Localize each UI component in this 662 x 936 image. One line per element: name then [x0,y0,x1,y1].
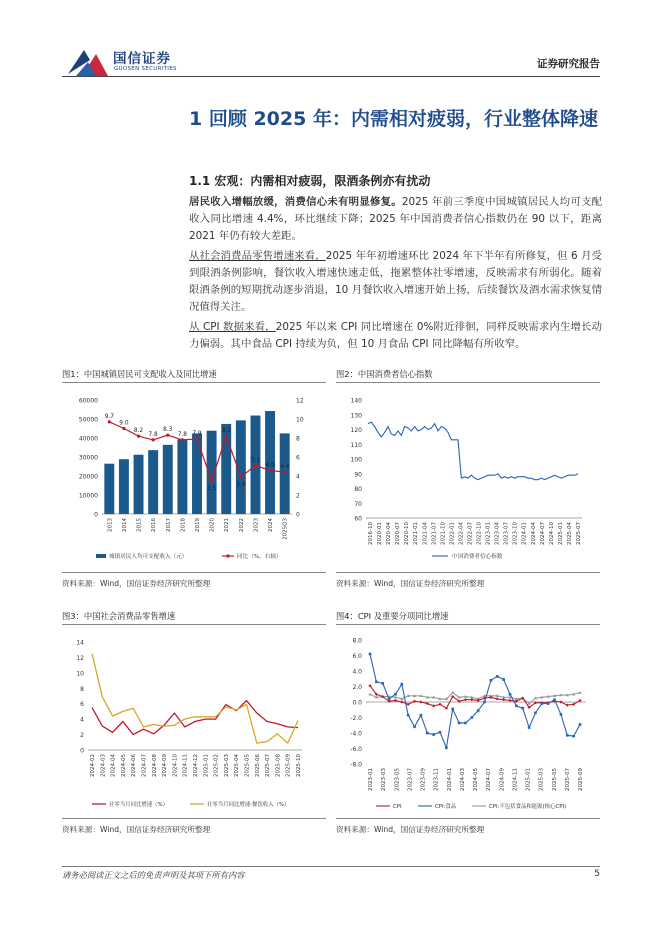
fig4-y-tick: -6.0 [350,746,362,753]
fig2-y-tick: 60 [354,515,362,523]
fig2-y-tick: 80 [354,486,362,493]
fig1-data-label: 7.9 [192,430,202,437]
fig1-data-label: 4.6 [265,462,275,469]
fig2-x-tick: 2020-01 [377,522,384,545]
fig4-food-cpi-marker [458,722,461,725]
fig1-growth-point [239,475,242,478]
fig1-y-right-tick: 8 [296,435,300,443]
fig1-growth-point [152,438,155,441]
fig1-growth-point [137,435,140,438]
fig3-x-tick: 2024-07 [141,754,148,777]
fig4-y-tick: -4.0 [350,730,362,738]
figure1-source: 资料来源：Wind，国信证券经济研究所整理 [62,579,211,588]
fig4-food-cpi-marker [509,693,512,696]
fig4-food-cpi-marker [490,679,493,682]
figure3-title: 图3：中国社会消费品零售增速 [62,611,176,621]
fig3-y-tick: 0 [80,747,84,755]
fig2-x-tick: 2022-01 [449,522,456,545]
figure3-chart [62,628,326,816]
fig1-bar [148,450,158,514]
fig2-x-tick: 2022-04 [458,522,465,545]
fig1-data-label: 7.8 [148,431,158,438]
fig2-x-tick: 2025-04 [566,522,573,545]
fig2-y-tick: 140 [350,397,362,405]
fig4-x-tick: 2025-01 [525,768,532,791]
fig1-y-left-tick: 40000 [78,435,98,443]
fig4-x-tick: 2023-03 [381,768,388,791]
fig2-x-tick: 2020-04 [386,522,393,545]
fig1-y-left-tick: 50000 [78,416,98,424]
fig2-x-tick: 2023-07 [503,522,510,545]
figure4-title: 图4：CPI 及重要分项同比增速 [336,611,449,621]
figure2-chart [336,386,600,566]
fig4-food-cpi-marker [528,726,531,729]
report-type-label: 证券研究报告 [537,58,600,70]
fig2-x-tick: 2023-04 [494,522,501,545]
fig1-x-tick: 2017 [165,518,172,532]
fig1-growth-point [122,427,125,430]
fig4-y-tick: -2.0 [350,715,362,722]
fig2-x-tick: 2020-10 [404,522,411,545]
fig4-food-cpi-marker [369,653,372,656]
fig1-bar [192,434,202,514]
fig4-food-cpi-marker [432,733,435,736]
fig3-x-tick: 2025-10 [296,754,302,777]
fig3-x-tick: 2025-09 [285,754,292,777]
fig4-x-tick: 2023-05 [394,768,401,791]
fig1-x-tick: 2025Q3 [282,518,289,540]
figure1-top-rule [62,382,326,383]
fig2-y-tick: 130 [350,412,362,420]
fig4-cpi-marker [470,698,473,701]
fig1-data-label: 5.1 [250,457,261,464]
fig3-x-tick: 2024-03 [100,754,107,777]
fig3-y-tick: 2 [80,732,84,740]
fig3-x-tick: 2025-07 [265,754,272,777]
paragraph-income [189,194,602,245]
fig2-legend-label: 中国消费者信心指数 [452,554,503,560]
fig3-x-tick: 2024-10 [172,754,179,777]
fig4-y-tick: 2.0 [352,684,362,691]
page-number: 5 [594,869,600,879]
fig4-food-cpi-marker [572,735,575,738]
fig1-growth-point [283,471,286,474]
fig3-retail-line [92,701,298,735]
fig3-x-tick: 2024-12 [193,754,199,777]
fig1-growth-point [225,435,228,438]
fig1-bar [163,445,173,514]
fig4-cpi-marker [502,698,505,701]
fig1-y-left-tick: 30000 [78,454,98,462]
fig2-x-tick: 2023-01 [485,522,492,545]
fig3-x-tick: 2024-09 [162,754,169,777]
fig4-core-cpi-marker [368,692,371,695]
fig1-x-tick: 2014 [121,518,128,532]
fig1-growth-point [254,464,257,467]
fig4-food-cpi-marker [445,746,448,749]
fig2-x-tick: 2016-10 [368,522,374,545]
figure2-bottom-rule [336,572,600,573]
fig3-x-tick: 2025-06 [254,754,261,777]
fig2-y-tick: 110 [350,441,362,449]
fig2-x-tick: 2022-07 [467,522,474,545]
header-divider [62,76,600,77]
fig3-legend-retail-label: 社零当月同比增速（%） [109,802,169,808]
fig1-data-label: 7.8 [177,431,188,438]
figure2-title: 图2：中国消费者信心指数 [336,369,433,379]
fig4-core-cpi-marker [578,691,581,694]
fig4-x-tick: 2023-09 [420,768,427,791]
fig3-y-tick: 4 [80,716,84,724]
fig3-x-tick: 2024-02 [90,754,96,777]
fig3-y-tick: 12 [76,654,84,662]
fig4-y-tick: 6.0 [352,653,362,660]
fig4-food-cpi-marker [471,716,474,719]
fig1-bar [104,464,114,514]
fig1-x-tick: 2018 [180,518,187,532]
fig4-x-tick: 2025-09 [578,768,584,791]
fig1-legend-bar-label: 城镇居民人均可支配收入（元） [109,554,188,560]
fig3-legend-catering-label: 社零当月同比增速:餐饮收入（%） [207,802,290,808]
fig1-y-right-tick: 0 [296,511,300,519]
fig4-food-cpi-marker [541,702,544,705]
fig4-x-tick: 2024-09 [499,768,506,791]
fig3-y-tick: 10 [76,670,84,678]
fig1-x-tick: 2024 [268,518,275,532]
fig1-legend-line-label: 同比（%，右轴） [237,554,282,560]
fig3-y-tick: 6 [80,701,84,709]
fig1-y-left-tick: 10000 [78,492,98,500]
fig2-x-tick: 2024-01 [521,522,528,545]
fig4-food-cpi-marker [515,705,518,708]
fig1-x-tick: 2016 [151,518,158,532]
fig1-x-tick: 2023 [253,518,260,532]
paragraph-cpi-body: 2025 年以来 CPI 同比增速在 0%附近徘徊，同样反映需求内生增长动力偏弱。其中食品 CPI 持续为负，但 10 月食品 CPI 同比降幅有所收窄。 [189,321,602,350]
fig4-x-tick: 2025-07 [564,768,571,791]
fig4-food-cpi-marker [502,678,505,681]
fig2-x-tick: 2021-07 [431,522,438,545]
fig3-x-tick: 2025-08 [275,754,282,777]
figure4-chart [336,628,600,816]
paragraph-cpi-lead: 从 CPI 数据来看， [189,321,276,333]
fig1-growth-point [195,437,198,440]
fig1-y-left-tick: 20000 [78,473,98,481]
fig4-cpi-marker [394,699,397,702]
fig2-x-tick: 2021-01 [413,522,420,545]
fig1-data-label: 3.9 [236,481,246,488]
fig4-x-tick: 2023-11 [433,768,440,791]
fig2-x-tick: 2023-10 [512,522,519,545]
fig4-food-cpi-marker [477,709,480,712]
paragraph-retail-lead: 从社会消费品零售增速来看， [189,250,326,262]
fig4-cpi-marker [400,700,403,703]
fig4-food-cpi-marker [401,683,404,686]
fig4-cpi-marker [419,700,422,703]
fig1-y-left-tick: 60000 [78,397,98,405]
fig1-data-label: 8.2 [221,428,231,435]
fig2-y-tick: 100 [350,456,362,464]
fig2-confidence-line [368,422,578,480]
fig4-food-cpi-marker [439,731,442,734]
fig1-data-label: 3.5 [206,485,217,492]
fig4-food-cpi-marker [388,698,391,701]
fig1-x-tick: 2022 [238,518,245,532]
subsection-title: 1.1 宏观：内需相对疲弱，限酒条例亦有扰动 [189,174,431,188]
fig3-catering-line [92,654,298,744]
fig4-legend-core-label: CPI:不包括食品和能源(核心CPI) [489,804,567,810]
fig3-x-tick: 2025-05 [244,754,251,777]
fig1-growth-point [108,420,111,423]
figure1-chart [62,386,326,566]
fig1-growth-point [268,469,271,472]
fig1-data-label: 9.0 [119,420,129,427]
fig1-x-tick: 2020 [209,518,216,532]
fig1-y-right-tick: 12 [296,397,304,405]
guosen-logo-icon [66,46,110,78]
figure1-bottom-rule [62,572,326,573]
figure4-top-rule [336,624,600,625]
fig4-food-cpi-marker [394,693,397,696]
fig4-x-tick: 2024-11 [512,768,519,791]
fig1-y-right-tick: 2 [296,492,300,500]
paragraph-income-lead: 居民收入增幅放缓，消费信心未有明显修复。 [189,196,402,208]
fig4-food-cpi-marker [579,723,582,726]
fig4-food-cpi-marker [483,701,486,704]
paragraph-retail [189,248,602,316]
fig3-y-tick: 14 [76,639,84,647]
fig4-cpi-marker [508,699,511,702]
paragraph-retail-body: 2025 年年初增速环比 2024 年下半年有所修复，但 6 月受到限酒条例影响，餐饮收入增速快速走低，拖累整体社零增速，反映需求有所弱化。随着限酒条例的短期扰动逐步消退，10 月餐饮收入增速开始上扬，后续餐饮及酒水需求恢复情况值得关注。 [189,250,603,313]
fig4-food-cpi-marker [496,675,499,678]
fig4-legend-cpi-label: CPI [393,804,402,810]
fig2-x-tick: 2024-04 [530,522,537,545]
fig4-food-cpi-marker [560,713,563,716]
fig4-x-tick: 2025-03 [538,768,545,791]
fig1-x-tick: 2015 [136,518,143,532]
fig4-food-cpi-marker [553,698,556,701]
fig2-x-tick: 2025-07 [576,522,582,545]
fig3-x-tick: 2025-01 [203,754,210,777]
fig4-y-tick: 4.0 [352,668,362,676]
fig4-cpi-marker [426,702,429,705]
figure3-source: 资料来源：Wind，国信证券经济研究所整理 [62,825,211,834]
fig4-x-tick: 2024-03 [459,768,466,791]
fig1-x-tick: 2021 [224,518,231,532]
fig3-x-tick: 2025-02 [213,754,220,777]
fig1-legend-bar-swatch [96,554,106,558]
figure2-source: 资料来源：Wind，国信证券经济研究所整理 [336,579,485,588]
fig3-x-tick: 2024-05 [120,754,127,777]
fig1-data-label: 8.2 [133,428,144,435]
fig4-x-tick: 2025-05 [551,768,558,791]
figure3-top-rule [62,624,326,625]
section-title: 1 回顾 2025 年：内需相对疲弱，行业整体降速 [189,108,598,130]
fig1-bar [177,439,187,514]
fig4-food-cpi-marker [413,726,416,729]
fig2-y-tick: 120 [350,427,362,434]
footer-disclaimer: 请务必阅读正文之后的免责声明及其项下所有内容 [62,870,245,880]
fig4-food-cpi-marker [464,722,467,725]
fig1-growth-point [210,479,213,482]
fig3-x-tick: 2024-11 [182,754,189,777]
fig4-y-tick: -8.0 [350,761,362,769]
fig4-food-cpi-marker [534,712,537,715]
fig3-x-tick: 2024-06 [131,754,138,777]
footer-divider [62,866,600,867]
paragraph-income-body: 2025 年前三季度中国城镇居民人均可支配收入同比增速 4.4%，环比继续下降；2025 年中国消费者信心指数仍在 90 以下，距离 2021 年仍有较大差距。 [189,196,602,242]
fig4-food-cpi-marker [451,708,454,711]
fig4-y-tick: 0.0 [352,699,362,707]
fig4-food-cpi-marker [547,702,550,705]
fig4-x-tick: 2023-01 [368,768,374,791]
fig1-legend-line-marker [226,554,229,557]
fig4-core-cpi-marker [451,691,454,694]
logo-text-cn: 国信证券 [113,51,171,67]
figure4-source: 资料来源：Wind，国信证券经济研究所整理 [336,825,485,834]
fig2-y-tick: 90 [354,471,362,479]
fig1-data-label: 4.4 [280,464,290,471]
fig3-x-tick: 2024-08 [151,754,158,777]
fig4-food-cpi-marker [420,714,423,717]
fig1-growth-point [181,438,184,441]
figure2-top-rule [336,382,600,383]
fig1-data-label: 8.3 [163,427,173,434]
fig1-bar [134,455,144,514]
fig1-y-left-tick: 0 [94,511,98,519]
fig1-bar [119,459,129,514]
fig4-x-tick: 2024-07 [486,768,493,791]
fig4-food-cpi-marker [426,732,429,735]
fig4-food-cpi-marker [407,714,410,717]
figure3-bottom-rule [62,818,326,819]
fig2-y-tick: 70 [354,500,362,508]
fig1-y-right-tick: 6 [296,454,300,462]
fig3-x-tick: 2025-03 [223,754,230,777]
fig4-cpi-marker [432,704,435,707]
figure1-title: 图1：中国城镇居民可支配收入及同比增速 [62,369,217,379]
fig2-x-tick: 2022-10 [476,522,483,545]
fig3-x-tick: 2025-04 [234,754,241,777]
paragraph-cpi [189,319,602,353]
fig4-y-tick: 8.0 [352,637,362,645]
fig4-cpi-marker [496,697,499,700]
fig4-food-cpi-marker [521,707,524,710]
figure4-bottom-rule [336,818,600,819]
fig2-x-tick: 2024-10 [548,522,555,545]
fig4-food-cpi-marker [381,682,384,685]
fig1-y-right-tick: 4 [296,473,300,481]
fig2-x-tick: 2021-10 [440,522,447,545]
fig4-food-cpi-marker [566,734,569,737]
fig2-x-tick: 2021-04 [422,522,429,545]
fig4-x-tick: 2023-07 [407,768,414,791]
logo-text-en: GUOSEN SECURITIES [114,66,177,72]
fig1-y-right-tick: 10 [296,416,304,424]
fig4-cpi-marker [464,698,467,701]
fig2-x-tick: 2025-01 [557,522,564,545]
fig1-data-label: 9.7 [104,413,114,420]
fig4-legend-food-label: CPI:食品 [435,804,457,810]
fig1-x-tick: 2013 [107,518,114,532]
fig3-x-tick: 2024-04 [110,754,117,777]
fig3-y-tick: 8 [80,685,84,693]
fig4-x-tick: 2024-05 [473,768,479,791]
fig2-x-tick: 2024-07 [539,522,546,545]
fig2-x-tick: 2020-07 [395,522,402,545]
fig4-x-tick: 2024-01 [446,768,453,791]
fig1-x-tick: 2019 [195,518,201,532]
fig1-growth-point [166,434,169,437]
fig4-food-cpi-marker [375,681,378,684]
